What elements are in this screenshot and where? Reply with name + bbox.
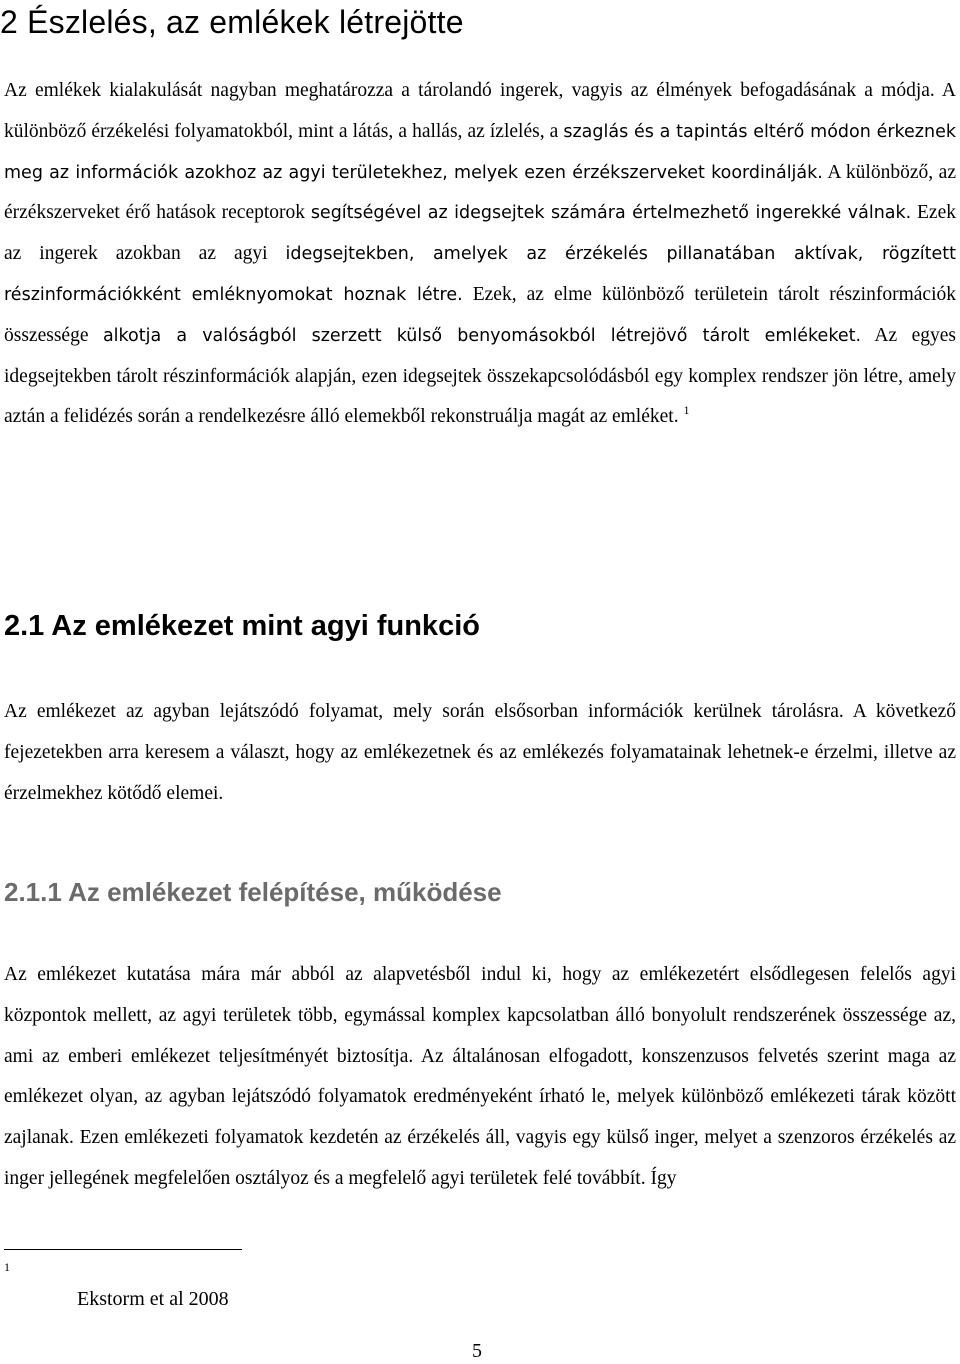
paragraph-text-sans: segítségével az idegsejtek számára értelmezhető ingerekké válnak. xyxy=(310,203,912,224)
footnote-divider xyxy=(4,1249,242,1250)
body-paragraph-perception xyxy=(4,71,956,438)
paragraph-text-sans: szaglás és a tapintás eltérő módon érkeznek meg az információk azokhoz az agyi területekhez, melyek ezen érzékszerveket koordinálják. xyxy=(4,121,956,183)
paragraph-text: Ezek az ingerek azokban az agyi xyxy=(4,202,956,265)
chapter-heading: 2 Észlelés, az emlékek létrejötte xyxy=(0,4,464,40)
footnote-text: Ekstorm et al 2008 xyxy=(77,1288,229,1310)
footnote-mark: 1 xyxy=(4,1260,10,1274)
section-heading: 2.1 Az emlékezet mint agyi funkció xyxy=(4,610,480,642)
body-paragraph-memory-structure: Az emlékezet kutatása mára már abból az alapvetésből indul ki, hogy az emlékezetért elsődlegesen felelős agyi központok mellett, az agyi területek több, egymással komplex kapcsolatban álló bonyolult rendszerének összessége az, ami az emberi emlékezet teljesítményét biztosítja. Az általánosan elfogadott, konszenzusos felvetés szerint maga az emlékezet olyan, az agyban lejátszódó folyamatok eredményeként írható le, melyek különböző emlékezeti tárak között zajlanak. Ezen emlékezeti folyamatok kezdetén az érzékelés áll, vagyis egy külső inger, melyet a szenzoros érzékelés az inger jellegének megfelelően osztályoz és a megfelelő agyi területek felé továbbít. Így xyxy=(4,964,956,1189)
body-paragraph-memory-function: Az emlékezet az agyban lejátszódó folyamat, mely során elsősorban információk kerülnek tárolásra. A következő fejezetekben arra keresem a választ, hogy az emlékezetnek és az emlékezés folyamatainak lehetnek-e érzelmi, illetve az érzelmekhez kötődő elemei. xyxy=(4,701,956,804)
paragraph-text-sans: idegsejtekben, amelyek az érzékelés pillanatában aktívak, rögzített részinformációkként emléknyomokat hoznak létre. xyxy=(4,244,957,305)
paragraph-text: Ezek, az elme különböző területein tárolt részinformációk összessége xyxy=(4,283,956,346)
paragraph-text: Az egyes idegsejtekben tárolt részinformációk alapján, ezen idegsejtek összekapcsolódásból egy komplex rendszer jön létre, amely aztán a felidézés során a rendelkezésre álló elemekből rekonstruálja magát az emléket. xyxy=(4,324,957,428)
footnote-reference[interactable]: 1 xyxy=(683,403,690,418)
paragraph-text: Az emlékek kialakulását nagyban meghatározza a tárolandó ingerek, vagyis az élmények befogadásának a módja. A különböző érzékelési folyamatokból, mint a látás, a hallás, az ízlelés, a xyxy=(4,80,956,142)
paragraph-text-sans: alkotja a valóságból szerzett külső benyomásokból létrejövő tárolt emlékeket. xyxy=(102,325,862,346)
subsection-heading: 2.1.1 Az emlékezet felépítése, működése xyxy=(4,877,502,907)
page-number: 5 xyxy=(472,1340,482,1362)
paragraph-text: A különböző, az érzékszerveket érő hatások receptorok xyxy=(4,161,956,224)
